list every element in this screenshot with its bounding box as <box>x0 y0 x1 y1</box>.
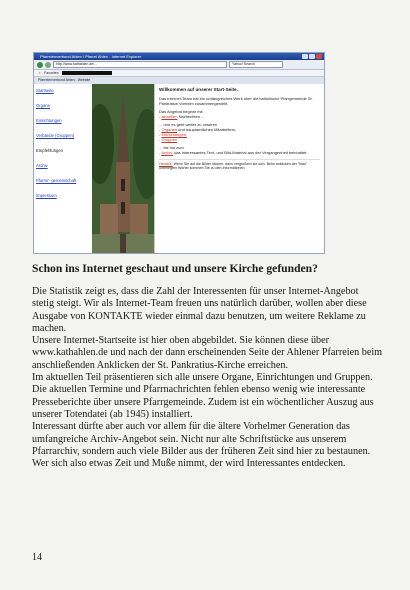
hint-footer <box>159 159 320 171</box>
intro-text: Das Internet-Team hat ein umfangreiches Werk über die katholische Pfarrgemeinde St. Pankratius Vorhelm zusammengestellt. <box>159 96 313 106</box>
bullet-groups-prefix: - <box>159 137 162 142</box>
search-field: Yahoo! Search <box>229 61 283 68</box>
favorites-label: Favoriten <box>44 71 59 75</box>
favorites-bar <box>34 70 324 77</box>
website-screenshot <box>33 52 325 254</box>
window-title: Pfarreienverbund Ahlen / Pfarrei Ahlen - Internet Explorer <box>40 54 142 59</box>
church-illustration <box>92 84 154 253</box>
url-field: http://www.kathahlen.de/... <box>53 61 227 68</box>
bullet-groups <box>159 137 320 142</box>
hint-text: Wenn Sie auf die Bilder klicken, dann vergrößern sie sich. Beim anklicken der "blau" unterlegten Wörter kommen Sie zu den Informationen. <box>159 162 308 171</box>
nav-item-empfehlungen: Empfehlungen <box>36 148 64 153</box>
article-paragraph: Im aktuellen Teil präsentieren sich alle unsere Organe, Einrichtungen und Gruppen. Die aktuellen Termine und Pfarrnachrichten fehlen ebenso wenig wie interessante Presseberichte über unsere Pfarrgemeinde. Zudem ist ein wöchentlicher Auszug aus unserer Totendatei (ab 1945) installiert. <box>32 372 374 420</box>
bullet-organs-suffix: und hauptamtlichen Mitarbeitern, <box>177 127 237 132</box>
article-title: Schon ins Internet geschaut und unsere Kirche gefunden? <box>32 262 318 275</box>
article-paragraph: Unsere Internet-Startseite ist hier oben abgebildet. Sie können diese über www.kathahlen.de und nach der dann erscheinenden Seite der Ahlener Pfarreien beim anschließenden Anklicken der St. Pankratius-Kirche erreichen. <box>32 335 383 371</box>
hint-label: Hinweis: <box>159 162 173 166</box>
maximize-icon <box>309 54 315 59</box>
nav-item-startseite: Startseite <box>36 88 54 93</box>
welcome-heading: Willkommen auf unserer Start-Seite. <box>159 87 238 92</box>
page-content <box>34 84 324 253</box>
continues-text: ... und es geht weiter zu unseren <box>159 122 218 127</box>
page-number: 14 <box>32 552 42 563</box>
article-paragraph: Interessant dürfte aber auch vor allem für die ältere Vorhelmer Generation das umfangreiche Archiv-Angebot sein. Nicht nur alte Schriftstücke aus unserem Pfarrarchiv, sondern auch viele Bilder aus der früheren Zeit sind hier zu bestaunen. Wer sich also etwas Zeit und Muße nimmt, der wird Interessantes entdecken. <box>32 421 371 470</box>
link-facilities: Einrichtungen, <box>161 132 188 137</box>
article-body <box>32 286 383 470</box>
church-photo <box>92 84 154 253</box>
link-archive: Archiv, <box>161 150 174 155</box>
browser-tab: Pfarreienverbund Ahlen - Website <box>34 77 324 85</box>
bullet-archive-suffix: das interessantes Text- und Bild-Material aus der Vergangenheit beinhaltet. <box>173 150 308 155</box>
nav-item-pfarrer-gemeinschaft: Pfarrer- gemeinschaft <box>36 178 77 183</box>
nav-item-verbaende: Verbände (Gruppen) <box>36 133 75 138</box>
bullet-archive-prefix: - <box>159 150 162 155</box>
bullet-current-prefix: - <box>159 114 162 119</box>
bullet-current <box>159 114 320 119</box>
article-paragraph: Die Statistik zeigt es, dass die Zahl der Interessenten für unser Internet-Angebot stetig steigt. Wir als Internet-Team freuen uns natürlich darüber, wollen aber diese Ausgabe von KONTAKTE wieder einmal dazu benutzen, um weitere Reklame zu machen. <box>32 286 367 334</box>
bullet-facilities-prefix: - <box>159 132 162 137</box>
minimize-icon <box>302 54 308 59</box>
link-organs: Organen <box>161 127 178 132</box>
up-to-text: ... bis hin zum <box>159 145 184 150</box>
browser-title-bar <box>34 53 324 60</box>
window-controls <box>302 54 322 59</box>
nav-item-archiv: Archiv <box>36 163 48 168</box>
forward-arrow-icon <box>45 62 51 68</box>
bullet-current-suffix: Nachrichten ... <box>177 114 205 119</box>
nav-item-impressum: Impressum <box>36 193 57 198</box>
redacted-bar <box>62 71 112 75</box>
nav-item-organe: Organe <box>36 103 50 108</box>
offer-intro: Das Angebot beginnt mit <box>159 109 203 114</box>
close-icon <box>316 54 322 59</box>
address-bar <box>34 60 324 70</box>
bullet-archive <box>159 150 320 155</box>
star-icon: ★ <box>38 71 42 75</box>
link-groups: Gruppen <box>161 137 178 142</box>
link-current: aktuellen <box>161 114 178 119</box>
back-arrow-icon <box>37 62 43 68</box>
welcome-panel <box>154 84 324 253</box>
nav-item-einrichtungen: Einrichtungen <box>36 118 62 123</box>
bullet-organs-prefix: - <box>159 127 162 132</box>
site-nav <box>34 84 92 253</box>
